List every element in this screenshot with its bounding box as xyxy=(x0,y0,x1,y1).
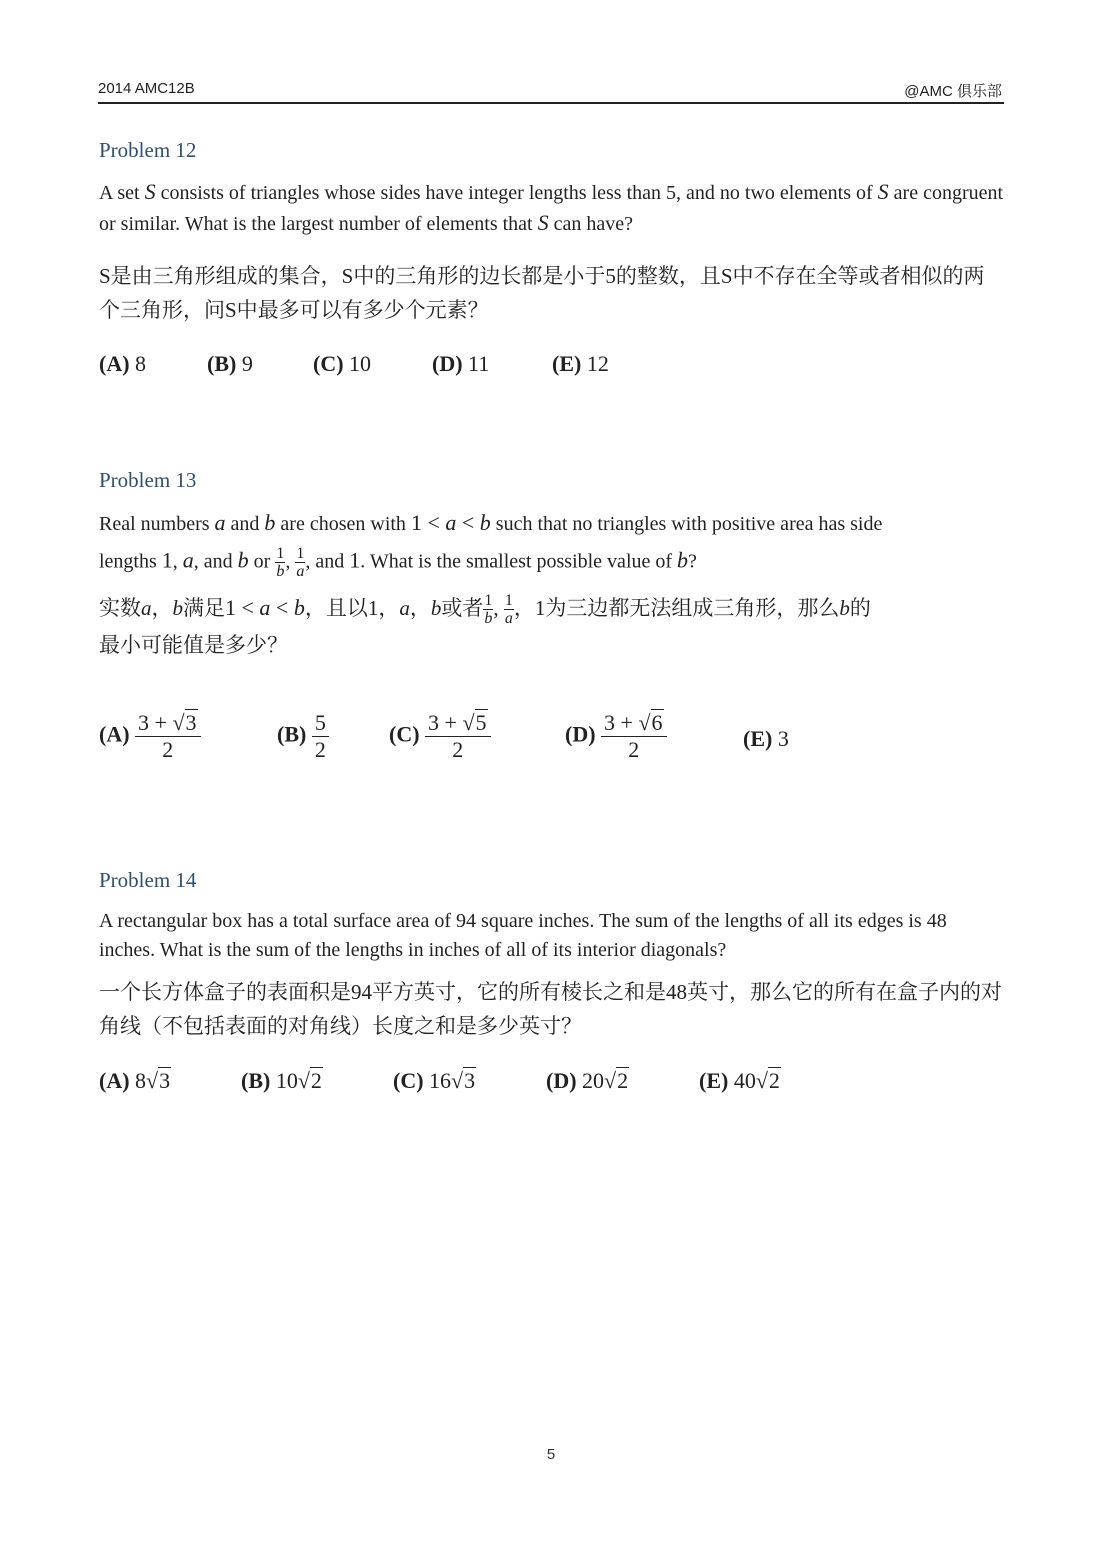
header-left: 2014 AMC12B xyxy=(98,80,195,97)
problem-statement-en-line2: lengths 1, a, and b or $\frac{1}{b}$ , $\frac{1}{a}$ , and 1. What is the smallest possible value of b? xyxy=(99,545,697,580)
page-number: 5 xyxy=(546,1446,556,1463)
choice-a: (A) $\frac{3 + √3}{2}$ xyxy=(99,710,201,763)
problem-statement-en: A rectangular box has a total surface area of 94 square inches. The sum of the lengths of all its edges is 48 inches. What is the sum of the lengths in inches of all of its interior diagonals? xyxy=(99,910,947,961)
fraction-one-over-b: $\frac{1}{b}$ xyxy=(484,592,493,628)
fraction-one-over-b: $\frac{1}{b}$ xyxy=(276,545,285,580)
problem-14 xyxy=(99,867,1004,1043)
problem-12 xyxy=(99,137,1004,327)
choice-e: (E) 3 xyxy=(743,726,789,751)
choice-b: (B) 10√2 xyxy=(241,1068,322,1093)
choice-a: (A) 8 xyxy=(99,351,147,376)
choice-d: (D) 20√2 xyxy=(546,1068,629,1093)
choice-c: (C) 10 xyxy=(313,351,372,376)
problem-title: Problem 14 xyxy=(99,868,197,892)
choice-c: (C) $\frac{3 + √5}{2}$ xyxy=(389,710,491,763)
choice-c: (C) 16√3 xyxy=(393,1068,476,1093)
page-header xyxy=(98,80,1004,104)
problem-title: Problem 12 xyxy=(99,138,197,162)
choice-d: (D) $\frac{3 + √6}{2}$ xyxy=(565,710,667,763)
math-s: S xyxy=(537,210,549,235)
problem-statement-en-line1: Real numbers a and b are chosen with 1 < a < b such that no triangles with positive area has side xyxy=(99,510,883,535)
problem-statement-en: A set S consists of triangles whose sides have integer lengths less than 5, and no two elements of S are congruent or similar. What is the largest number of elements that S can have? xyxy=(99,179,1004,235)
choice-e: (E) 40√2 xyxy=(699,1068,780,1093)
choice-a: (A) 8√3 xyxy=(99,1068,171,1093)
choice-b: (B) 9 xyxy=(207,351,253,376)
choice-d: (D) 11 xyxy=(432,351,490,376)
header-right: @AMC 俱乐部 xyxy=(904,83,1002,100)
choice-e: (E) 12 xyxy=(552,351,609,376)
fraction-one-over-a: $\frac{1}{a}$ xyxy=(296,545,305,580)
fraction-one-over-a: $\frac{1}{a}$ xyxy=(504,592,513,628)
choice-b: (B) $\frac{5}{2}$ xyxy=(277,710,329,763)
problem-statement-zh: 一个长方体盒子的表面积是94平方英寸，它的所有棱长之和是48英寸，那么它的所有在盒子内的对角线（不包括表面的对角线）长度之和是多少英寸？ xyxy=(99,980,1002,1038)
problem-title: Problem 13 xyxy=(99,468,197,492)
math-s: S xyxy=(144,179,156,204)
problem-13 xyxy=(99,467,1004,662)
problem-statement-zh: 实数a，b满足1 < a < b，且以1，a，b或者 $\frac{1}{b}$ , $\frac{1}{a}$ ，1为三边都无法组成三角形，那么b的 最小可能值是多少？ xyxy=(99,592,871,658)
problem-statement-zh: S是由三角形组成的集合，S中的三角形的边长都是小于5的整数，且S中不存在全等或者相似的两个三角形，问S中最多可以有多少个元素？ xyxy=(99,264,985,322)
math-s: S xyxy=(877,179,889,204)
